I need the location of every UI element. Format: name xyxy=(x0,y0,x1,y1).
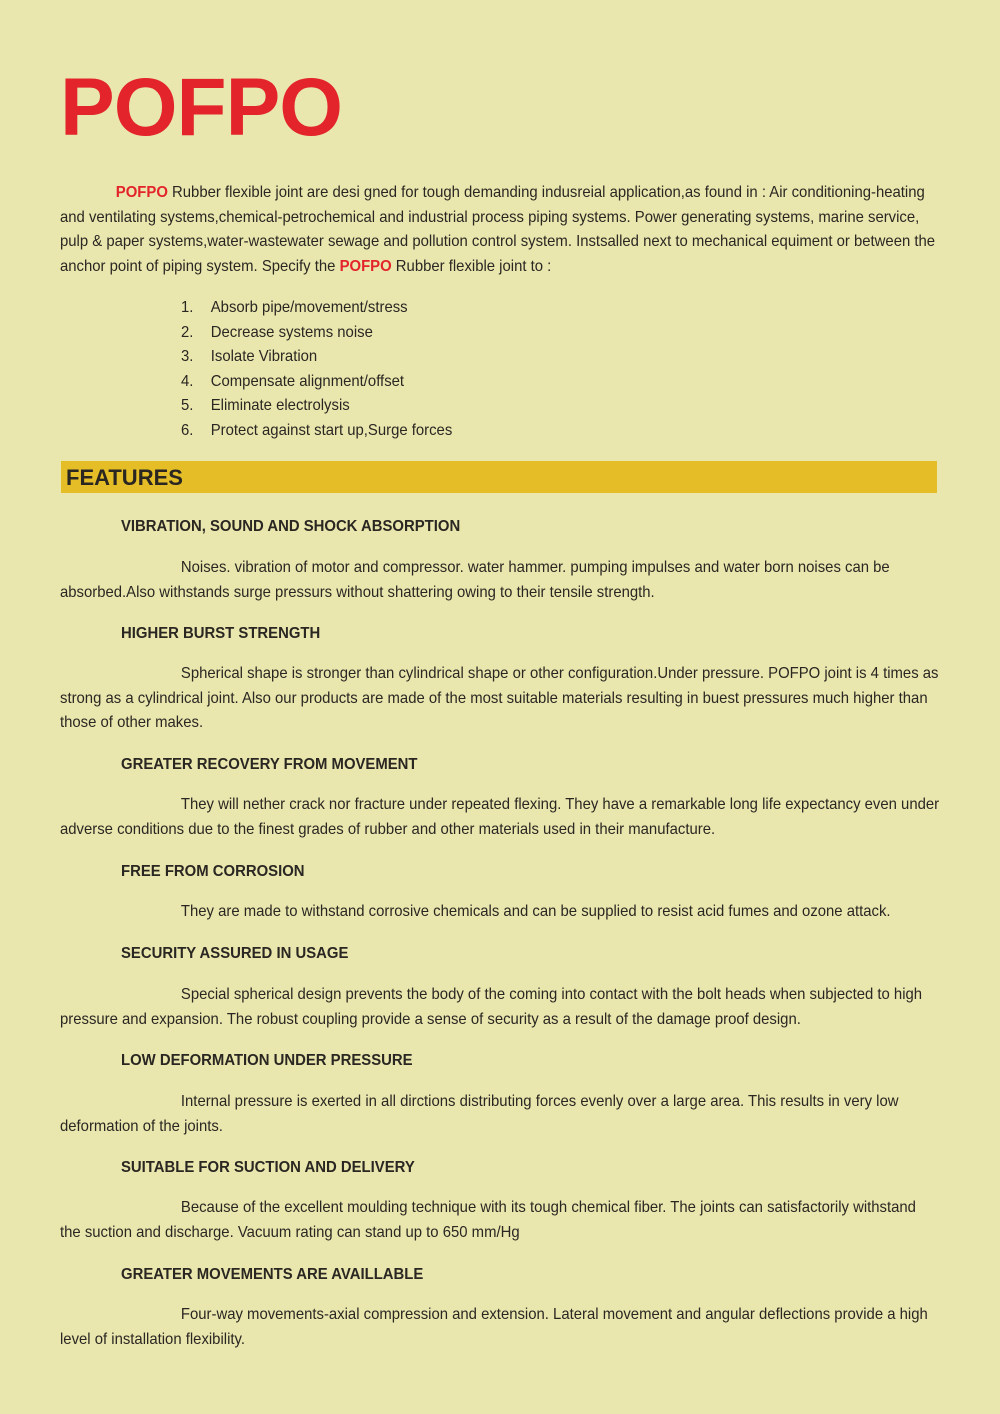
brand-name: POFPO xyxy=(115,184,168,201)
feature-text: Four-way movements-axial compression and extension. Lateral movement and angular deflections provide a high level of installation flexibility. xyxy=(60,1306,928,1348)
uses-list xyxy=(181,296,452,443)
feature-text: Noises. vibration of motor and compressor. water hammer. pumping impulses and water born noises can be absorbed.Also withstands surge pressurs without shattering owing to their tensile strength. xyxy=(60,559,890,601)
feature-body xyxy=(60,1090,940,1139)
intro-paragraph xyxy=(60,181,940,279)
brand-name: POFPO xyxy=(339,257,392,275)
feature-heading: FREE FROM CORROSION xyxy=(121,863,305,880)
page-title: POFPO xyxy=(60,62,343,153)
feature-heading: VIBRATION, SOUND AND SHOCK ABSORPTION xyxy=(121,518,461,535)
list-item xyxy=(181,321,452,346)
list-number: 2. xyxy=(181,323,194,341)
list-number: 6. xyxy=(181,421,194,439)
list-number: 3. xyxy=(181,348,194,365)
feature-body xyxy=(60,1303,940,1352)
list-item xyxy=(181,345,452,370)
list-text: Eliminate electrolysis xyxy=(210,397,350,414)
feature-body xyxy=(60,662,940,736)
list-number: 5. xyxy=(181,397,194,414)
list-number: 1. xyxy=(181,299,194,316)
list-text: Absorb pipe/movement/stress xyxy=(210,299,408,316)
feature-text: Spherical shape is stronger than cylindrical shape or other configuration.Under pressure. POFPO joint is 4 times as strong as a cylindrical joint. Also our products are made of the most suitable materials resulting in buest pressures much higher than those of other makes. xyxy=(60,665,939,731)
list-item xyxy=(181,419,452,444)
list-text: Isolate Vibration xyxy=(210,348,318,365)
list-text: Decrease systems noise xyxy=(210,323,373,341)
feature-text: They will nether crack nor fracture under repeated flexing. They have a remarkable long life expectancy even under adverse conditions due to the finest grades of rubber and other materials used in their manufacture. xyxy=(60,796,940,838)
feature-text: Internal pressure is exerted in all dirctions distributing forces evenly over a large area. This results in very low deformation of the joints. xyxy=(60,1093,899,1135)
feature-body xyxy=(60,793,940,842)
list-text: Protect against start up,Surge forces xyxy=(210,421,453,439)
list-item xyxy=(181,296,452,321)
feature-text: Because of the excellent moulding technique with its tough chemical fiber. The joints can satisfactorily withstand the suction and discharge. Vacuum rating can stand up to 650 mm/Hg xyxy=(60,1199,916,1241)
list-item xyxy=(181,370,452,395)
features-heading: FEATURES xyxy=(66,465,183,490)
intro-text: Rubber flexible joint are desi gned for tough demanding indusreial application,as found in : Air conditioning-heating and ventilating systems,chemical-petrochemical and industrial process piping systems. Power generating systems, marine service, pulp & paper systems,water-wastewater sewage and pollution control system. Instsalled next to mechanical equiment or between the anchor point of piping system. Specify the xyxy=(60,184,936,275)
feature-text: Special spherical design prevents the body of the coming into contact with the bolt heads when subjected to high pressure and expansion. The robust coupling provide a sense of security as a result of the damage proof design. xyxy=(60,986,923,1028)
feature-body xyxy=(60,1196,940,1245)
list-text: Compensate alignment/offset xyxy=(210,372,405,390)
feature-heading: LOW DEFORMATION UNDER PRESSURE xyxy=(121,1052,413,1069)
intro-text: Rubber flexible joint to : xyxy=(391,257,552,275)
feature-heading: GREATER MOVEMENTS ARE AVAILLABLE xyxy=(121,1266,424,1283)
feature-text: They are made to withstand corrosive chemicals and can be supplied to resist acid fumes and ozone attack. xyxy=(180,903,891,920)
feature-body xyxy=(60,556,940,605)
feature-body xyxy=(60,900,940,925)
feature-heading: SECURITY ASSURED IN USAGE xyxy=(121,945,349,962)
feature-heading: GREATER RECOVERY FROM MOVEMENT xyxy=(121,756,418,773)
list-number: 4. xyxy=(181,372,194,390)
list-item xyxy=(181,394,452,419)
features-section-bar xyxy=(61,461,937,493)
feature-body xyxy=(60,983,940,1032)
feature-heading: HIGHER BURST STRENGTH xyxy=(121,625,321,642)
feature-heading: SUITABLE FOR SUCTION AND DELIVERY xyxy=(121,1159,415,1176)
